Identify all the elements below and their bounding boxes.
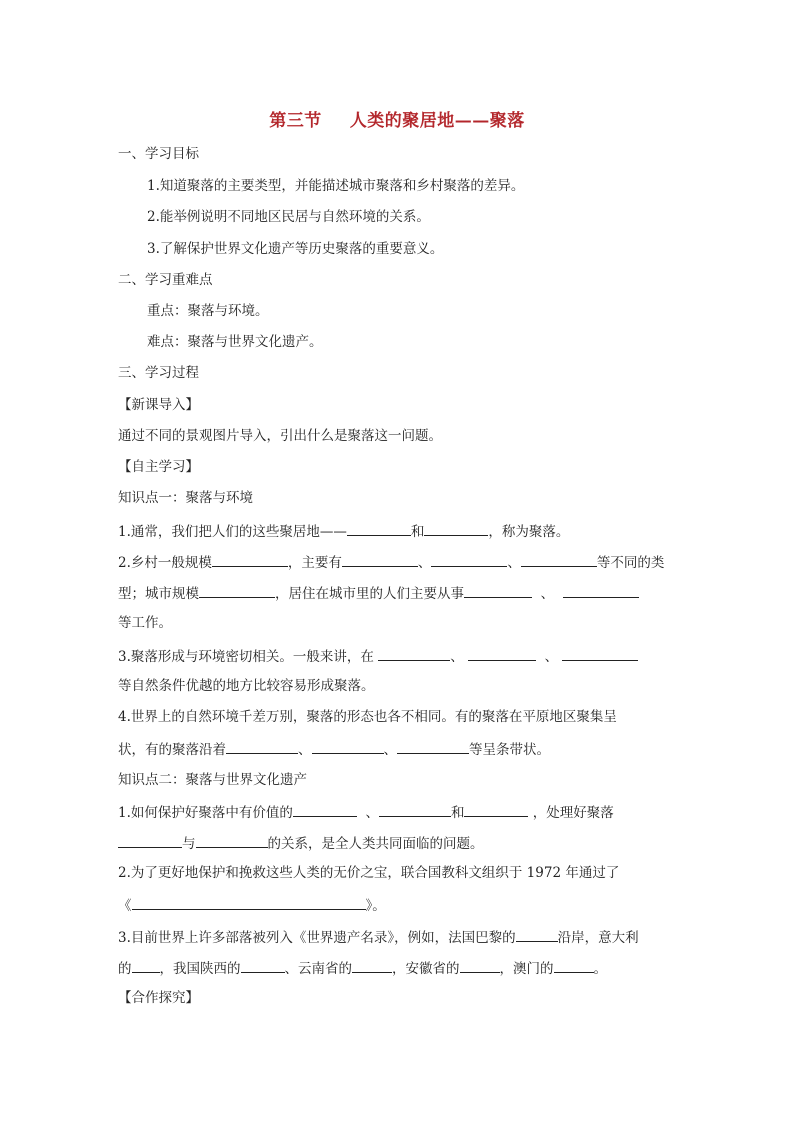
answer-blank[interactable] bbox=[199, 583, 275, 598]
answer-blank[interactable] bbox=[342, 552, 418, 567]
answer-blank[interactable] bbox=[196, 833, 268, 848]
heading-self-study: 【自主学习】 bbox=[118, 459, 199, 475]
answer-blank[interactable] bbox=[431, 552, 507, 567]
answer-blank[interactable] bbox=[516, 927, 558, 942]
section-goals-heading: 一、学习目标 bbox=[118, 146, 199, 162]
question-2-line-1: 2.乡村一般规模 ，主要有 、 、 等不同的类 bbox=[118, 552, 664, 572]
title-section: 第三节 bbox=[269, 111, 322, 131]
question-6-line-1: 2.为了更好地保护和挽救这些人类的无价之宝，联合国教科文组织于 1972 年通过了 bbox=[118, 865, 620, 881]
answer-blank[interactable] bbox=[562, 646, 638, 661]
answer-blank[interactable] bbox=[397, 739, 469, 754]
goal-1: 1.知道聚落的主要类型，并能描述城市聚落和乡村聚落的差异。 bbox=[147, 178, 525, 194]
section-process-heading: 三、学习过程 bbox=[118, 365, 199, 381]
answer-blank[interactable] bbox=[554, 958, 594, 973]
title-topic: 人类的聚居地——聚落 bbox=[349, 111, 525, 131]
question-5-line-2: 与 的关系，是全人类共同面临的问题。 bbox=[118, 833, 484, 853]
knowledge-point-2: 知识点二：聚落与世界文化遗产 bbox=[118, 772, 307, 788]
key-point: 重点：聚落与环境。 bbox=[147, 303, 269, 319]
goal-2: 2.能举例说明不同地区民居与自然环境的关系。 bbox=[147, 209, 430, 225]
goal-3: 3.了解保护世界文化遗产等历史聚落的重要意义。 bbox=[147, 241, 444, 257]
answer-blank[interactable] bbox=[132, 958, 160, 973]
intro-text: 通过不同的景观图片导入，引出什么是聚落这一问题。 bbox=[118, 428, 442, 444]
answer-blank[interactable] bbox=[464, 583, 532, 598]
question-2-line-3: 等工作。 bbox=[118, 615, 172, 631]
answer-blank[interactable] bbox=[460, 958, 500, 973]
answer-blank[interactable] bbox=[378, 646, 450, 661]
answer-blank[interactable] bbox=[347, 521, 411, 536]
question-4-line-2: 状，有的聚落沿着 、 、 等呈条带状。 bbox=[118, 739, 550, 759]
question-7-line-2: 的 ，我国陕西的 、云南省的 ，安徽省的 ，澳门的 。 bbox=[118, 958, 607, 978]
heading-cooperative-inquiry: 【合作探究】 bbox=[118, 990, 199, 1006]
question-3-line-2: 等自然条件优越的地方比较容易形成聚落。 bbox=[118, 678, 375, 694]
answer-blank[interactable] bbox=[563, 583, 639, 598]
answer-blank[interactable] bbox=[352, 958, 392, 973]
question-7-line-1: 3.目前世界上许多部落被列入《世界遗产名录》，例如，法国巴黎的 沿岸，意大利 bbox=[118, 927, 639, 947]
difficult-point: 难点：聚落与世界文化遗产。 bbox=[147, 334, 323, 350]
answer-blank[interactable] bbox=[468, 646, 536, 661]
question-3-line-1: 3.聚落形成与环境密切相关。一般来讲，在 、 、 bbox=[118, 646, 638, 666]
section-key-points-heading: 二、学习重难点 bbox=[118, 272, 213, 288]
answer-blank[interactable] bbox=[312, 739, 384, 754]
answer-blank[interactable] bbox=[132, 895, 366, 910]
answer-blank[interactable] bbox=[424, 521, 488, 536]
answer-blank[interactable] bbox=[241, 958, 285, 973]
knowledge-point-1: 知识点一：聚落与环境 bbox=[118, 490, 253, 506]
answer-blank[interactable] bbox=[226, 739, 298, 754]
answer-blank[interactable] bbox=[379, 802, 451, 817]
answer-blank[interactable] bbox=[118, 833, 182, 848]
heading-new-lesson: 【新课导入】 bbox=[118, 397, 199, 413]
question-2-line-2: 型；城市规模 ，居住在城市里的人们主要从事 、 bbox=[118, 583, 639, 603]
question-6-line-2: 《 》。 bbox=[118, 895, 386, 915]
answer-blank[interactable] bbox=[212, 552, 288, 567]
answer-blank[interactable] bbox=[293, 802, 357, 817]
page-title bbox=[0, 106, 794, 131]
answer-blank[interactable] bbox=[464, 802, 528, 817]
answer-blank[interactable] bbox=[521, 552, 597, 567]
question-5-line-1: 1.如何保护好聚落中有价值的 、 和 ，处理好聚落 bbox=[118, 802, 614, 822]
question-1: 1.通常，我们把人们的这些聚居地—— 和 ，称为聚落。 bbox=[118, 521, 569, 541]
question-4-line-1: 4.世界上的自然环境千差万别，聚落的形态也各不相同。有的聚落在平原地区聚集呈 bbox=[118, 709, 617, 725]
